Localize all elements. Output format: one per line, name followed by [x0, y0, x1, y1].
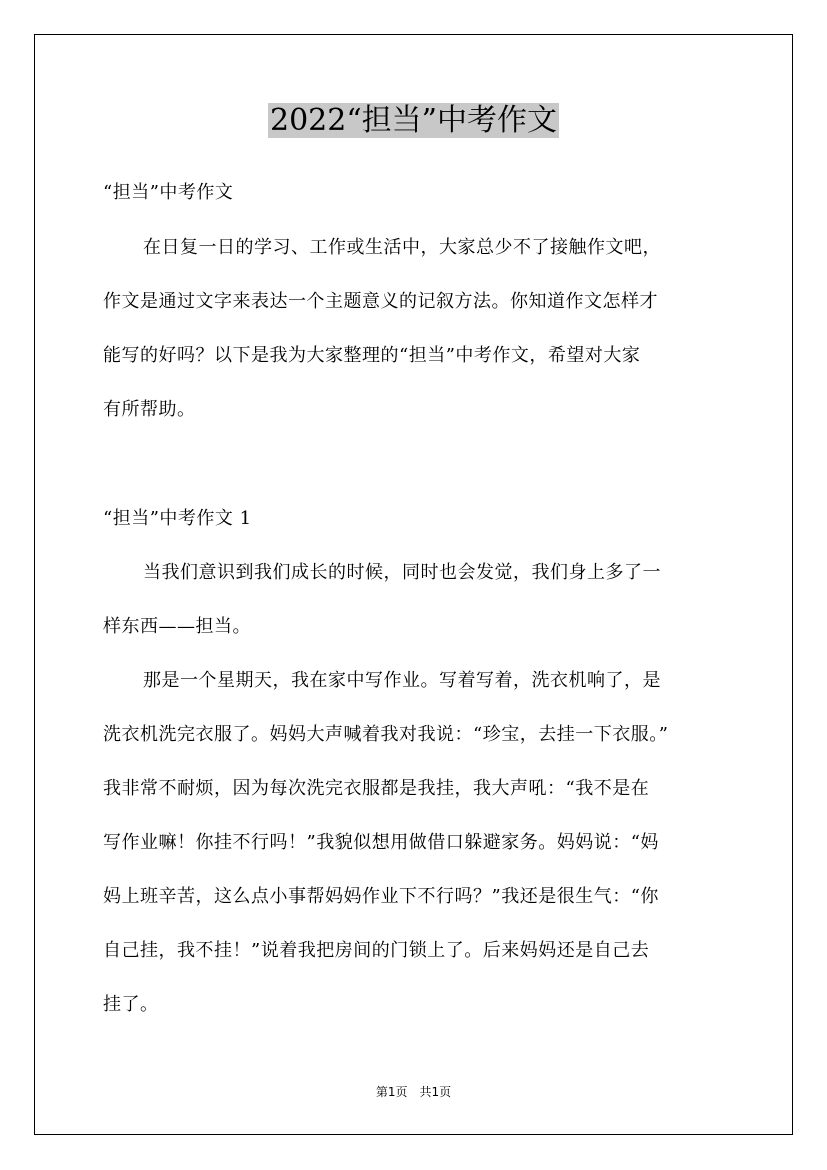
paragraph-line: 妈上班辛苦，这么点小事帮妈妈作业下不行吗？”我还是很生气：“你: [103, 886, 659, 907]
paragraph-line: 我非常不耐烦，因为每次洗完衣服都是我挂，我大声吼：“我不是在: [103, 778, 650, 799]
paragraph-line: 洗衣机洗完衣服了。妈妈大声喊着我对我说：“珍宝，去挂一下衣服。”: [103, 724, 669, 745]
paragraph-line: 当我们意识到我们成长的时候，同时也会发觉，我们身上多了一: [143, 562, 661, 583]
paragraph-line: 写作业嘛！你挂不行吗！”我貌似想用做借口躲避家务。妈妈说：“妈: [103, 832, 659, 853]
section-heading: “担当”中考作文 1: [103, 508, 252, 529]
intro-line: 能写的好吗？以下是我为大家整理的“担当”中考作文，希望对大家: [103, 345, 641, 366]
document-title: 2022“担当”中考作文: [269, 103, 558, 138]
intro-line: 作文是通过文字来表达一个主题意义的记叙方法。你知道作文怎样才: [103, 291, 658, 312]
intro-line: 在日复一日的学习、工作或生活中，大家总少不了接触作文吧，: [143, 237, 661, 258]
document-subtitle: “担当”中考作文: [103, 182, 234, 203]
paragraph-line: 那是一个星期天，我在家中写作业。写着写着，洗衣机响了，是: [143, 670, 661, 691]
paragraph-line: 样东西——担当。: [103, 616, 251, 637]
page-footer: 第1页 共1页: [375, 1085, 452, 1099]
paragraph-line: 自己挂，我不挂！”说着我把房间的门锁上了。后来妈妈还是自己去: [103, 940, 650, 961]
paragraph-line: 挂了。: [103, 994, 159, 1015]
intro-line: 有所帮助。: [103, 399, 196, 420]
